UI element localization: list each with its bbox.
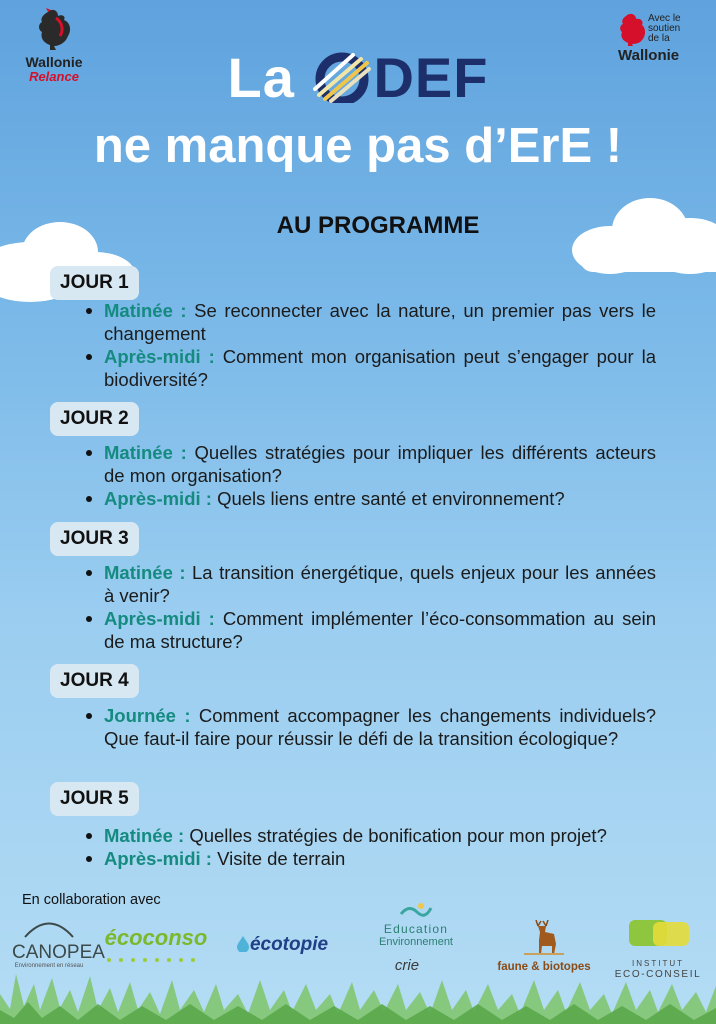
relance-text: Relance [29,69,79,84]
item-key: Matinée : [104,562,186,583]
item-text: Comment implémenter l’éco-consommation au sein de ma structure? [104,608,657,652]
item-key: Après-midi : [104,608,215,629]
faune-biotopes-logo [492,920,596,974]
item-text: Comment mon organisation peut s’engager pour la biodiversité? [104,346,656,390]
speech-bubbles-icon [623,918,693,954]
deer-icon [524,920,564,956]
list-item [84,487,656,510]
item-key: Journée : [104,705,191,726]
page-subtitle: ne manque pas d’ErE ! [93,119,623,173]
collaboration-label: En collaboration avec [22,892,161,908]
page-title [0,46,716,110]
day-3-list [84,561,656,653]
list-item [84,824,656,847]
drop-icon [236,936,250,952]
canopea-name: CANOPEA [12,942,105,963]
ecoconso-dots-icon [101,957,211,963]
item-text: Quels liens entre santé et environnement? [217,488,565,509]
item-text: Quelles stratégies pour impliquer les différents acteurs de mon organisation? [104,442,656,486]
faune-name: faune & biotopes [497,961,591,973]
title-codef-rest: DEF [373,46,489,109]
day-label-2: JOUR 2 [50,402,139,436]
item-key: Après-midi : [104,346,215,367]
erenv-line2: Environnement [379,936,453,948]
ecotopie-logo [230,934,334,956]
item-text: Se reconnecter avec la nature, un premier pas vers le changement [104,300,656,344]
education-environnement-logo [368,902,464,948]
crie-logo [374,958,440,974]
list-item [84,607,656,653]
item-key: Matinée : [104,300,187,321]
day-label-4: JOUR 4 [50,664,139,698]
day-label-1: JOUR 1 [50,266,139,300]
erenv-line1: Education [383,922,449,936]
list-item [84,847,656,870]
list-item [84,704,656,750]
day-1-list [84,299,656,391]
erenv-wave-icon [399,902,433,918]
institut-eco-conseil-logo [604,918,712,981]
arc-icon [21,918,77,938]
rooster-icon [34,8,74,50]
title-codef [311,46,488,110]
day-4-list [84,704,656,750]
day-2-list [84,441,656,510]
item-text: Quelles stratégies de bonification pour mon projet? [189,825,607,846]
red-rooster-icon [618,12,646,46]
item-text: Comment accompagner les changements individuels? Que faut-il faire pour réussir le défi de la transition écologique? [104,705,656,749]
list-item [84,299,656,345]
ecoconso-logo [96,926,216,968]
item-key: Après-midi : [104,848,212,869]
item-key: Après-midi : [104,488,212,509]
institut-line2: ECO-CONSEIL [614,969,702,980]
wallonie-text: Wallonie [25,54,83,70]
item-key: Matinée : [104,442,187,463]
institut-line1: INSTITUT [632,959,684,968]
soutien-text: Avec le soutien de la [648,13,681,44]
ecoconso-name: écoconso [104,925,208,950]
ecotopie-name: écotopie [230,934,334,956]
codef-o-logo-icon [313,51,371,103]
canopea-sub: Environnement en réseau [14,963,84,969]
crie-name: crie [394,957,420,974]
day-label-3: JOUR 3 [50,522,139,556]
item-key: Matinée : [104,825,185,846]
day-label-5: JOUR 5 [50,782,139,816]
item-text: La transition énergétique, quels enjeux pour les années à venir? [104,562,656,606]
list-item [84,561,656,607]
list-item [84,345,656,391]
canopea-logo [12,918,105,970]
item-text: Visite de terrain [217,848,346,869]
list-item [84,441,656,487]
day-5-list [84,824,656,870]
soutien-brand: Wallonie [618,47,680,64]
title-la: La [227,46,295,109]
programme-heading: AU PROGRAMME [276,212,480,239]
